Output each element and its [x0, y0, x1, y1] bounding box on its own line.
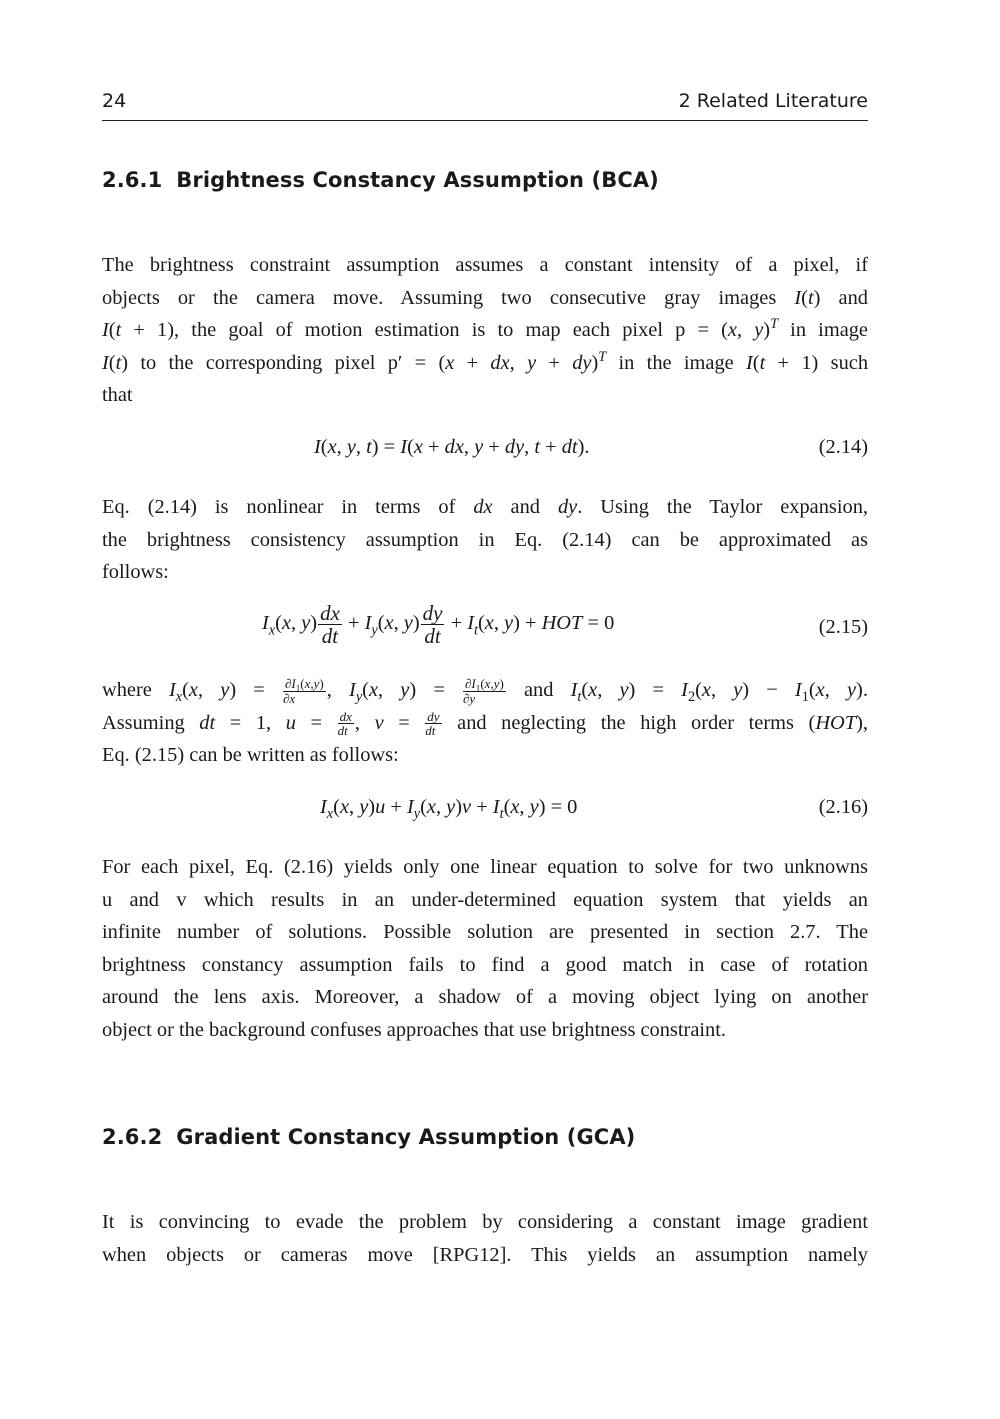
- text-line: the brightness consistency assumption in Eq. (2.14) can be approximated as: [102, 528, 868, 551]
- text-line: infinite number of solutions. Possible solution are presented in section 2.7. The: [102, 921, 868, 944]
- text-line: when objects or cameras move [RPG12]. This yields an assumption namely: [102, 1243, 868, 1266]
- equation-2-14: [102, 436, 868, 468]
- equation-number: (2.15): [818, 616, 868, 638]
- text-line: object or the background confuses approaches that use brightness constraint.: [102, 1018, 726, 1041]
- text-line: where $I_x(x$, y) = $\frac{\partial I_1(x,y)}{\partial x}$ , $I_y(x$, y) = $\frac{\partial I_1(x,y)}{\partial y}$ and $I_t(x$, $y) = I_2(x$, $y) - I_1(x$, y).: [102, 676, 868, 706]
- text-line: For each pixel, Eq. (2.16) yields only one linear equation to solve for two unknowns: [102, 856, 868, 878]
- paragraph-gca-intro: [102, 1206, 868, 1271]
- section-number: 2.6.1: [102, 168, 163, 192]
- text-line: that: [102, 384, 133, 407]
- text-line: The brightness constraint assumption assumes a constant intensity of a pixel, if: [102, 254, 868, 276]
- text-line: brightness constancy assumption fails to find a good match in case of rotation: [102, 953, 868, 976]
- text-line: I(t + 1), the goal of motion estimation is to map each pixel p = (x, y)$^T$ in image: [102, 316, 868, 342]
- equation-body: I(x, y, t) = I(x + dx, y + dy, t + dt).: [314, 436, 590, 458]
- section-number: 2.6.2: [102, 1125, 163, 1149]
- equation-number: (2.14): [818, 436, 868, 458]
- section-title: Gradient Constancy Assumption (GCA): [176, 1125, 636, 1149]
- paragraph-bca-intro: [102, 249, 868, 412]
- text-line: It is convincing to evade the problem by considering a constant image gradient: [102, 1211, 868, 1233]
- section-heading-bca: [102, 168, 659, 192]
- section-heading-gca: [102, 1125, 635, 1149]
- equation-2-15: [102, 602, 868, 656]
- equation-number: (2.16): [818, 796, 868, 818]
- page-number: 24: [102, 90, 127, 112]
- text-line: Eq. (2.15) can be written as follows:: [102, 744, 399, 767]
- text-line: u and v which results in an under-determined equation system that yields an: [102, 888, 868, 911]
- paragraph-taylor: [102, 491, 868, 589]
- text-line: objects or the camera move. Assuming two consecutive gray images I(t) and: [102, 286, 868, 309]
- text-line: Eq. (2.14) is nonlinear in terms of dx and dy. Using the Taylor expansion,: [102, 496, 869, 518]
- chapter-title: 2 Related Literature: [678, 90, 868, 112]
- text-line: Assuming dt = 1, u = $\frac{dx}{dt}$ , v = $\frac{dy}{dt}$ and neglecting the high order terms (HOT),: [102, 708, 868, 739]
- equation-body: $I_x(x$, $y)u + I_y(x$, $y)v + I_t(x$, y) = 0: [320, 796, 578, 823]
- running-header: [102, 88, 868, 121]
- equation-body: $I_x(x$, y) $\frac{dx}{dt}$ + $I_y(x$, y) $\frac{dy}{dt}$ + $I_t(x$, y) + HOT = 0: [262, 601, 615, 649]
- equation-2-16: [102, 796, 868, 828]
- text-line: follows:: [102, 561, 169, 584]
- text-line: around the lens axis. Moreover, a shadow of a moving object lying on another: [102, 986, 868, 1009]
- text-line: I(t) to the corresponding pixel p′ = (x + dx, y + dy)$^T$ in the image I(t + 1) such: [102, 348, 869, 374]
- paragraph-bca-conclusion: [102, 851, 868, 1047]
- section-title: Brightness Constancy Assumption (BCA): [176, 168, 659, 192]
- paragraph-definitions: [102, 674, 868, 772]
